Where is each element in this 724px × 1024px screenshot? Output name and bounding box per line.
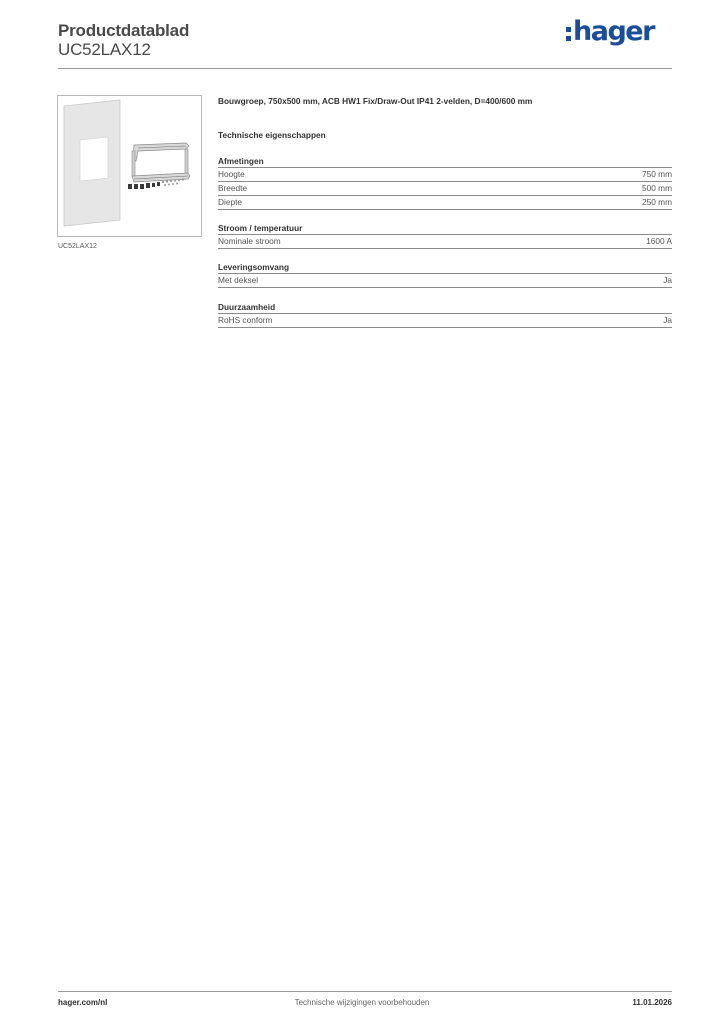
section-title: Duurzaamheid (218, 301, 672, 314)
row-label: Diepte (218, 197, 242, 207)
row-value: 1600 A (646, 236, 672, 246)
hager-logo (566, 13, 654, 49)
row-label: Breedte (218, 183, 248, 193)
row-label: Met deksel (218, 275, 259, 285)
row-value: Ja (663, 315, 672, 325)
section-sustainability (218, 301, 672, 328)
header-divider (58, 68, 672, 69)
page-title: Productdatablad (58, 21, 190, 40)
logo-text: hager (573, 15, 654, 47)
logo-dots-icon (566, 27, 571, 41)
product-image (57, 95, 202, 237)
technical-heading: Technische eigenschappen (218, 130, 326, 140)
row-label: Hoogte (218, 169, 245, 179)
row-value: 500 mm (642, 183, 672, 193)
row-value: 250 mm (642, 197, 672, 207)
product-illustration-icon (58, 96, 201, 236)
section-scope-of-delivery (218, 261, 672, 288)
section-dimensions (218, 155, 672, 210)
section-current (218, 222, 672, 249)
section-title: Stroom / temperatuur (218, 222, 672, 235)
section-title: Leveringsomvang (218, 261, 672, 274)
row-label: RoHS conform (218, 315, 273, 325)
table-row (218, 314, 672, 328)
footer-date: 11.01.2026 (632, 998, 672, 1007)
row-value: 750 mm (642, 169, 672, 179)
row-value: Ja (663, 275, 672, 285)
footer-disclaimer: Technische wijzigingen voorbehouden (294, 998, 430, 1007)
row-label: Nominale stroom (218, 236, 281, 246)
table-row (218, 182, 672, 196)
section-title: Afmetingen (218, 155, 672, 168)
product-code: UC52LAX12 (58, 40, 151, 59)
table-row (218, 196, 672, 210)
image-caption: UC52LAX12 (58, 243, 97, 250)
table-row (218, 168, 672, 182)
footer-website-link[interactable]: hager.com/nl (58, 998, 108, 1007)
table-row (218, 274, 672, 288)
footer-divider (58, 991, 672, 992)
table-row (218, 235, 672, 249)
product-description: Bouwgroep, 750x500 mm, ACB HW1 Fix/Draw-Out IP41 2-velden, D=400/600 mm (218, 96, 533, 106)
